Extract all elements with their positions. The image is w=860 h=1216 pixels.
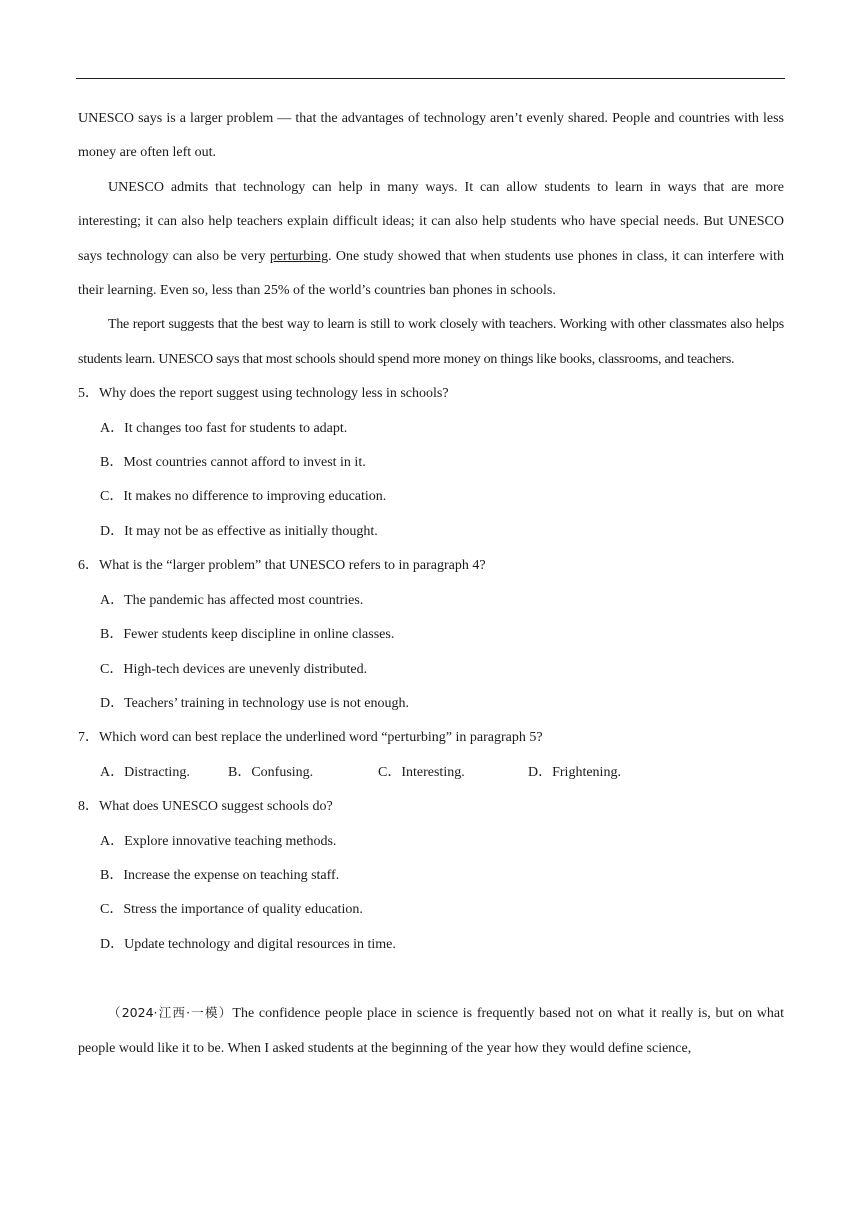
- option-d: D．Update technology and digital resources in time.: [100, 936, 396, 952]
- option-b: B．Most countries cannot afford to invest in it.: [100, 455, 366, 471]
- option-c: C．It makes no difference to improving education.: [100, 489, 387, 505]
- question-stem: 7．Which word can best replace the underlined word “perturbing” in paragraph 5?: [78, 730, 543, 746]
- option-c: C．High-tech devices are unevenly distributed.: [100, 661, 368, 677]
- option-c: C．Interesting.: [378, 764, 465, 780]
- option-d: D．Frightening.: [528, 764, 621, 780]
- option-a: A．Explore innovative teaching methods.: [100, 833, 337, 849]
- question-6: [78, 549, 784, 721]
- option-a: A．It changes too fast for students to adapt.: [100, 420, 348, 436]
- option-c: C．Stress the importance of quality education.: [100, 902, 363, 918]
- option-b: B．Fewer students keep discipline in online classes.: [100, 627, 395, 643]
- question-5: [78, 377, 784, 549]
- option-d: D．Teachers’ training in technology use is not enough.: [100, 695, 410, 711]
- question-stem: 6．What is the “larger problem” that UNESCO refers to in paragraph 4?: [78, 558, 486, 574]
- document-body: [78, 102, 784, 1066]
- paragraph-2-text-a: UNESCO admits that technology can help in many ways. It can allow students to learn in ways that are more interesting; it can also help teachers explain difficult ideas; it can also help students who have special needs. But UNESCO says technology can also be very: [78, 179, 784, 264]
- paragraph-2-text-b: . One study showed that when students use phones in class, it can interfere with their learning. Even so, less than 25% of the world’s countries ban phones in schools.: [78, 248, 785, 299]
- paragraph-3: The report suggests that the best way to learn is still to work closely with teachers. Working with other classmates also helps students learn. UNESCO says that most schools should spend more money on things like books, classrooms, and teachers.: [78, 317, 784, 367]
- question-stem: 5．Why does the report suggest using technology less in schools?: [78, 386, 449, 402]
- option-a: A．Distracting.: [100, 764, 190, 780]
- header-rule: [76, 78, 785, 79]
- question-8: [78, 790, 784, 962]
- paragraph-1: UNESCO says is a larger problem — that the advantages of technology aren’t evenly shared. People and countries with less money are often left out.: [78, 111, 784, 161]
- question-stem: 8．What does UNESCO suggest schools do?: [78, 799, 333, 815]
- option-a: A．The pandemic has affected most countries.: [100, 592, 364, 608]
- underlined-word: perturbing: [269, 248, 329, 264]
- options-row: [78, 756, 784, 790]
- question-7: [78, 721, 784, 790]
- next-passage-text: The confidence people place in science is frequently based not on what it really is, but on what people would like it to be. When I asked students at the beginning of the year how they would define science,: [78, 1006, 784, 1056]
- section-gap: [78, 962, 784, 996]
- next-passage-paragraph: [78, 996, 784, 1066]
- source-tag: （2024·江西·一模）: [108, 1005, 233, 1021]
- option-b: B．Increase the expense on teaching staff.: [100, 867, 340, 883]
- option-d: D．It may not be as effective as initially thought.: [100, 523, 378, 539]
- option-b: B．Confusing.: [228, 764, 314, 780]
- paragraph-2: [78, 171, 784, 309]
